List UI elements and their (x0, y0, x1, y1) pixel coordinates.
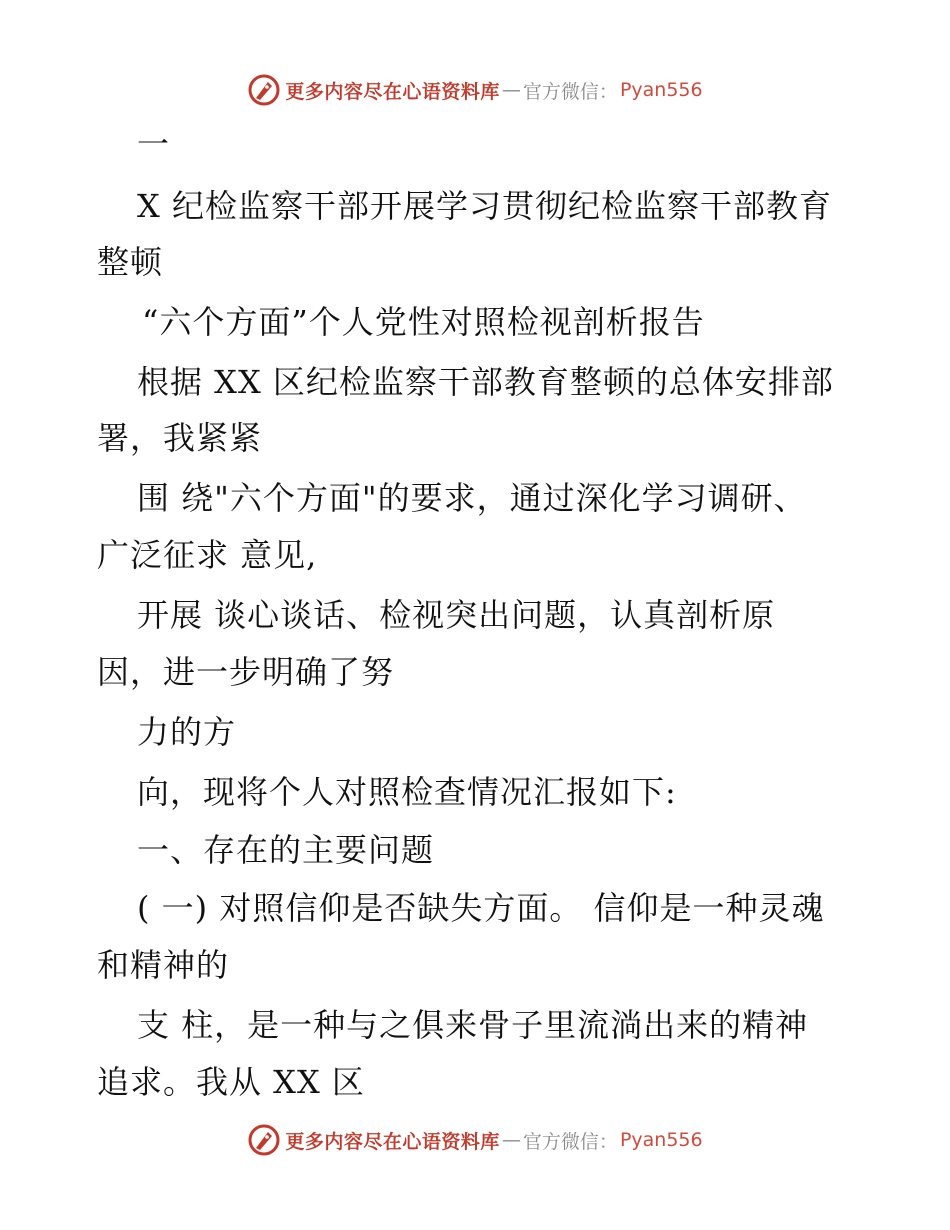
watermark-wechat-id: Pyan556 (619, 79, 703, 101)
text-line: 追求。我从 XX 区 (97, 1063, 365, 1101)
header-watermark (0, 70, 950, 110)
footer-watermark (0, 1120, 950, 1160)
text-line: 署，我紧紧 (97, 419, 263, 457)
watermark-main-text: 更多内容尽在心语资料库 (285, 1130, 500, 1153)
text-line: 和精神的 (97, 946, 230, 984)
pen-nib-logo-icon (247, 73, 281, 107)
watermark-sub-text: 官方微信： (522, 1130, 618, 1153)
text-line: 围 绕"六个方面"的要求，通过深化学习调研、 (137, 479, 807, 517)
watermark-main-text: 更多内容尽在心语资料库 (285, 80, 500, 103)
watermark-sub-text: 官方微信： (522, 80, 618, 103)
watermark-wechat-id: Pyan556 (619, 1129, 703, 1151)
section-heading: 一、存在的主要问题 (137, 831, 435, 869)
text-line: 广泛征求 意见, (97, 536, 318, 574)
text-line: 根据 XX 区纪检监察干部教育整顿的总体安排部 (137, 363, 834, 401)
text-line: 向，现将个人对照检查情况汇报如下: (137, 773, 677, 811)
pen-nib-logo-icon (247, 1123, 281, 1157)
document-title-line: X 纪检监察干部开展学习贯彻纪检监察干部教育 (137, 187, 832, 225)
document-title-line: 整顿 (97, 243, 164, 281)
text-line: 一 (137, 125, 171, 163)
document-subtitle: “六个方面”个人党性对照检视剖析报告 (142, 303, 705, 341)
subsection-heading: ( 一) 对照信仰是否缺失方面。 信仰是一种灵魂 (137, 889, 825, 927)
text-line: 支 柱，是一种与之俱来骨子里流淌出来的精神 (137, 1006, 809, 1044)
watermark-dash: — (501, 79, 521, 101)
text-line: 因，进一步明确了努 (97, 653, 395, 691)
text-line: 力的方 (137, 713, 237, 751)
watermark-dash: — (501, 1129, 521, 1151)
text-line: 开展 谈心谈话、检视突出问题，认真剖析原 (137, 596, 776, 634)
